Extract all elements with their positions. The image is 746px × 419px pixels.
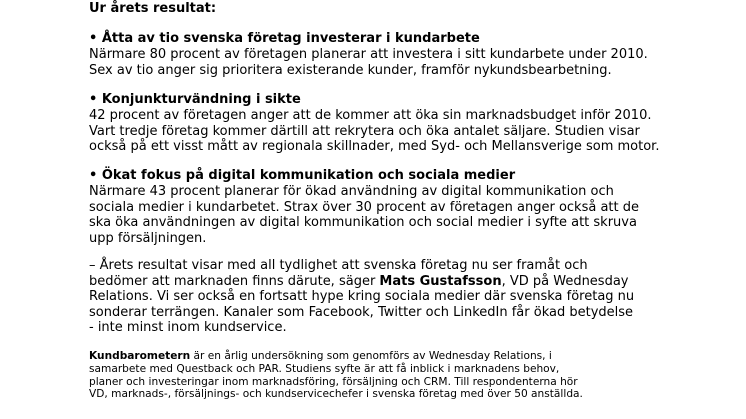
section-investment (89, 31, 729, 78)
section-line: Sex av tio anger sig prioritera existerande kunder, framför nykundsbearbetning. (89, 62, 612, 78)
quote-line: - inte minst inom kundservice. (89, 320, 287, 335)
section-line: 42 procent av företagen anger att de kommer att öka sin marknadsbudget inför 2010. (89, 108, 652, 123)
section-line: Närmare 80 procent av företagen planerar att investera i sitt kundarbete under 2010. (89, 47, 648, 62)
section-body (89, 47, 729, 78)
section-title: • Konjunkturvändning i sikte (89, 92, 301, 107)
results-heading: Ur årets resultat: (89, 1, 217, 16)
footnote-line (89, 350, 729, 363)
section-line: upp försäljningen. (89, 230, 207, 246)
section-title: • Åtta av tio svenska företag investerar i kundarbete (89, 31, 480, 46)
quote-paragraph (89, 258, 729, 336)
section-economy (89, 92, 729, 155)
survey-name: Kundbarometern (89, 350, 191, 362)
about-kundbarometern (89, 350, 729, 401)
quote-text: , VD på Wednesday (501, 273, 629, 289)
quote-text: bedömer att marknaden finns därute, säger (89, 273, 380, 289)
footnote-line: samarbete med Questback och PAR. Studiens syfte är att få inblick i marknadens behov, (89, 362, 560, 375)
section-line: Vart tredje företag kommer därtill att rekrytera och öka antalet säljare. Studien visar (89, 123, 640, 139)
quote-line (89, 274, 729, 290)
section-body (89, 184, 729, 246)
quote-line: – Årets resultat visar med all tydlighet att svenska företag nu ser framåt och (89, 258, 588, 273)
quote-line: sonderar terrängen. Kanaler som Facebook, Twitter och LinkedIn får ökad betydelse (89, 304, 634, 320)
quote-line: Relations. Vi ser också en fortsatt hype kring sociala medier där svenska företag nu (89, 289, 635, 304)
section-body (89, 108, 729, 155)
footnote-text: är en årlig undersökning som genomförs av Wednesday Relations, i (190, 350, 552, 362)
section-line: Närmare 43 procent planerar för ökad användning av digital kommunikation och (89, 184, 614, 199)
section-line: också på ett visst mått av regionala skillnader, med Syd- och Mellansverige som motor. (89, 139, 660, 154)
section-line: sociala medier i kundarbetet. Strax över 30 procent av företagen anger också att de (89, 199, 639, 215)
footnote-line: planer och investeringar inom marknadsföring, försäljning och CRM. Till respondenterna hör (89, 375, 578, 388)
footnote-line: VD, marknads-, försäljnings- och kundservicechefer i svenska företag med över 50 anställda. (89, 388, 583, 401)
section-line: ska öka användningen av digital kommunikation och social medier i syfte att skruva (89, 215, 637, 230)
section-title: • Ökat fokus på digital kommunikation och sociala medier (89, 168, 516, 183)
section-digital (89, 168, 729, 246)
speaker-name: Mats Gustafsson (379, 273, 502, 289)
